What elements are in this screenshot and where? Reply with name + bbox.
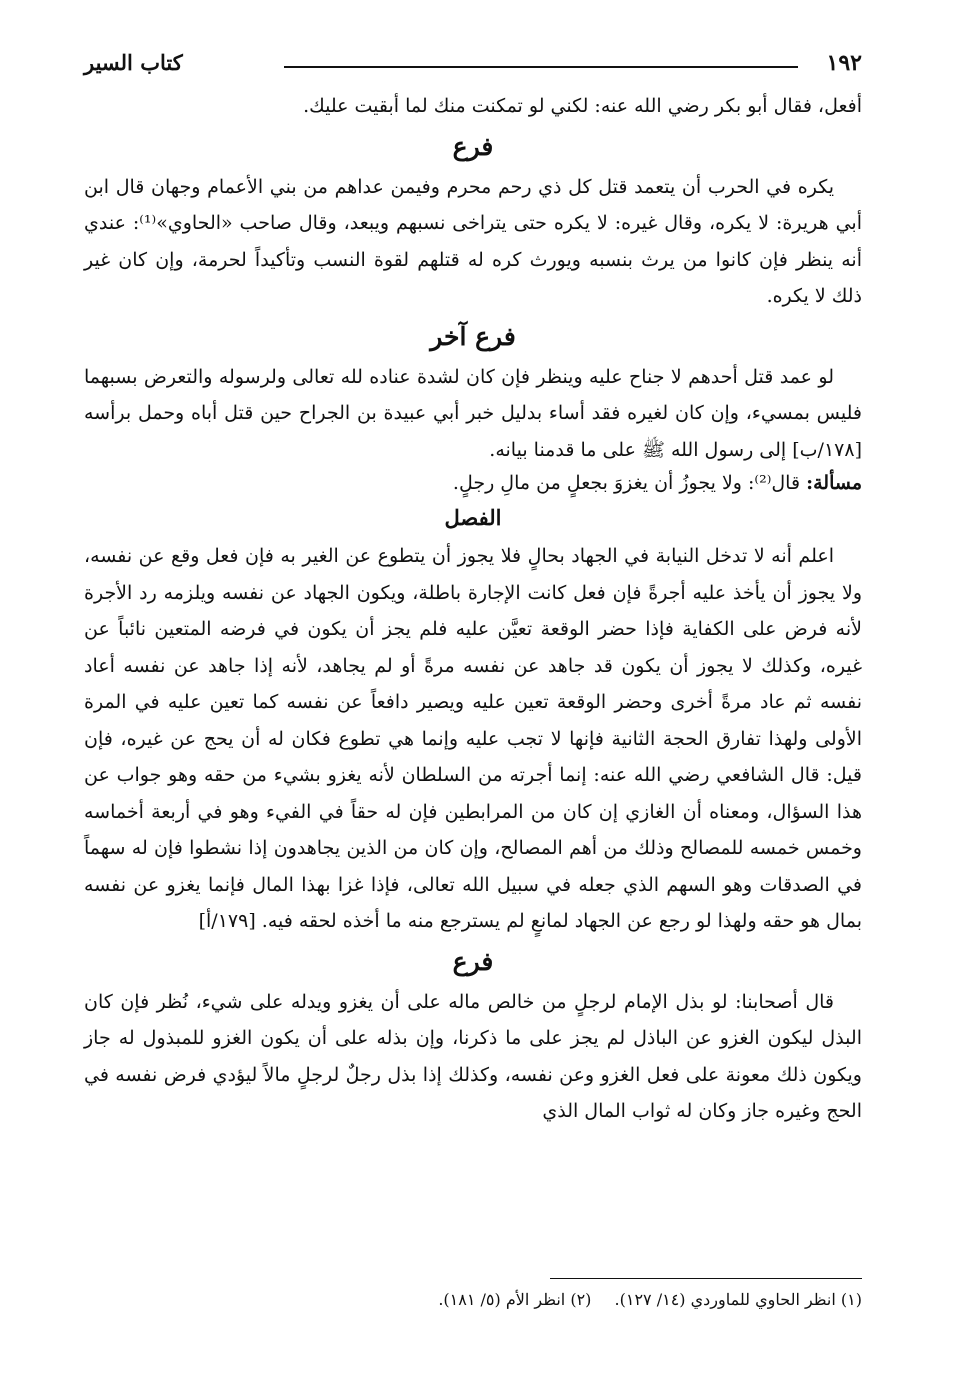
page — [84, 40, 862, 1130]
masala-text: قال⁽²⁾: ولا يجوزُ أن يغزوَ بجعلٍ من مالِ رجلٍ. — [452, 472, 801, 494]
footnote: (١) انظر الحاوي للماوردي (١٤/ ١٢٧). — [614, 1290, 862, 1309]
section-heading: فرع آخر — [430, 321, 516, 351]
masala-label: مسألة: — [806, 472, 862, 494]
footnote-rule — [550, 1278, 862, 1279]
header-rule — [284, 66, 798, 68]
masala-line — [84, 468, 862, 498]
section-heading: الفصل — [444, 505, 502, 530]
paragraph: قال أصحابنا: لو بذل الإمام لرجلٍ من خالص ماله على أن يغزو ويدله على شيء، نُظر فإن كان البذل ليكون الغزو عن الباذل لم يجز على ما ذكرنا، وإن بذله على أن يكون الغزو للمبذول له جاز ويكون ذلك معونة على فعل الغزو وعن نفسه، وكذلك إذا بذل رجلٌ لرجلٍ مالاً ليؤدي فرض نفسه في الحج وغيره جاز وكان له ثواب المال الذي — [84, 990, 862, 1122]
page-number: ١٩٢ — [826, 50, 862, 76]
book-title: كتاب السير — [84, 50, 183, 75]
paragraph: اعلم أنه لا تدخل النيابة في الجهاد بحالٍ فلا يجوز أن يتطوع عن الغير به فإن فعل وقع عن نفسه، ولا يجوز أن يأخذ عليه أجرةً فإن فعل كانت الإجارة باطلة، ويكون الجهاد عن نفسه ويلزمه رد الأجرة لأنه فرض على الكفاية فإذا حضر الوقعة تعيَّن عليه فلم يجز أن يكون في فرضه المتعين نائباً عن غيره، وكذلك لا يجوز أن يكون قد جاهد عن نفسه مرةً أو لم يجاهد، لأنه إذا جاهد عن نفسه أعاد نفسه ثم عاد مرةً أخرى وحضر الوقعة تعين عليه ويصير دافعاً عن نفسه كما تعين عليه في المرة الأولى ولهذا تفارق الحجة الثانية فإنها لا تجب عليه وإنما هي تطوع فكان له أن يحج عن غيره، فإن قيل: قال الشافعي رضي الله عنه: إنما أجرته من السلطان لأنه يغزو بشيء من حقه وهو جواب عن هذا السؤال، ومعناه أن الغازي إن كان من المرابطين فإن له حقاً في الفيء وهو في أربعة أخماسه وخمس خمسه للمصالح وذلك من أهم المصالح، وإن كان من الذين يجاهدون إذا نشطوا فإن له سهماً في الصدقات وهو السهم الذي جعله في سبيل الله تعالى، فإذا غزا بهذا المال فإنما يغزو عن نفسه بمال هو حقه ولهذا لو رجع عن الجهاد لمانعٍ لم يسترجع منه ما أخذه لحقه فيه. [١٧٩/أ] — [84, 545, 863, 932]
footnote: (٢) انظر الأم (٥/ ١٨١). — [438, 1290, 592, 1309]
paragraph: لو عمد قتل أحدهم لا جناح عليه وينظر فإن كان لشدة عناده لله تعالى ولرسوله والتعرض بسبهما فليس بمسيء، وإن كان لغيره فقد أساء بدليل خبر أبي عبيدة بن الجراح حين قتل أباه وحمل برأسه [١٧٨/ب] إلى رسول الله ﷺ على ما قدمنا بيانه. — [84, 365, 862, 461]
page-header — [84, 40, 862, 88]
section-heading: فرع — [452, 946, 494, 976]
section-heading: فرع — [452, 131, 494, 161]
footnotes — [420, 1290, 862, 1309]
paragraph: أفعل، فقال أبو بكر رضي الله عنه: لكني لو تمكنت منك لما أبقيت عليك. — [303, 95, 862, 117]
paragraph: يكره في الحرب أن يتعمد قتل كل ذي رحم محرم وفيمن عداهم من بني الأعمام وجهان قال ابن أبي هريرة: لا يكره، وقال غيره: لا يكره حتى يتراخى نسبهم ويبعد، وقال صاحب «الحاوي»⁽¹⁾: عندي أنه ينظر فإن كانوا من يرث بنسبه ويورث كره له قتلهم لقوة النسب وتأكيداً لحرمة، وإن كان غير ذلك لا يكره. — [84, 175, 862, 307]
page-body — [84, 88, 862, 1130]
